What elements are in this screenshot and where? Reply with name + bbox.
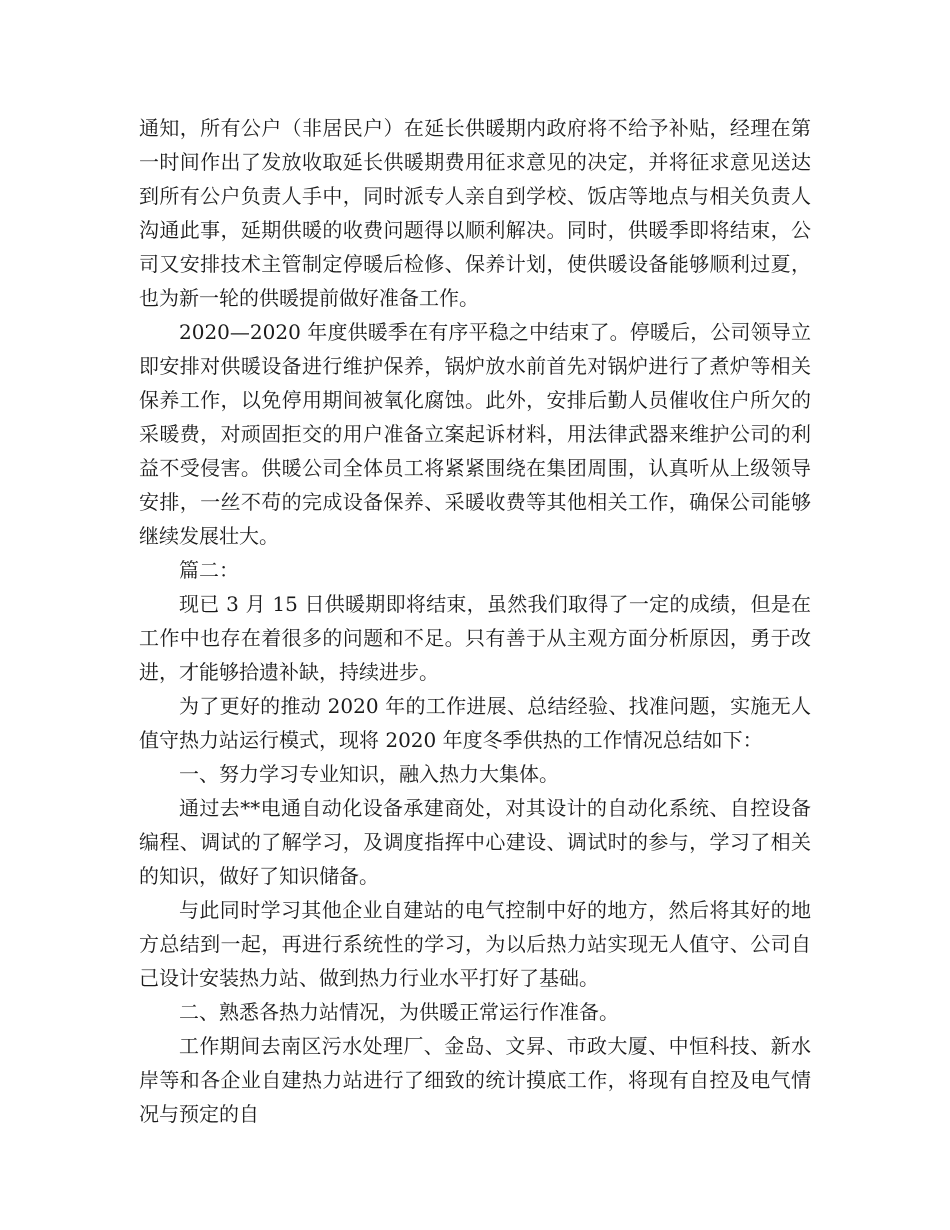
paragraph-intro: 现已 3 月 15 日供暖期即将结束，虽然我们取得了一定的成绩，但是在工作中也存在着很多的问题和不足。只有善于从主观方面分析原因，勇于改进，才能够拾遗补缺，持续进步。 — [139, 592, 811, 684]
paragraph-purpose: 为了更好的推动 2020 年的工作进展、总结经验、找准问题，实施无人值守热力站运行模式，现将 2020 年度冬季供热的工作情况总结如下： — [139, 694, 811, 752]
heading-study-knowledge: 一、努力学习专业知识，融入热力大集体。 — [179, 762, 559, 786]
paragraph-season-end: 2020—2020 年度供暖季在有序平稳之中结束了。停暖后，公司领导立即安排对供暖设备进行维护保养，锅炉放水前首先对锅炉进行了煮炉等相关保养工作，以免停用期间被氧化腐蚀。此外，安排后勤人员催收住户所欠的采暖费，对顽固拒交的用户准备立案起诉材料，用法律武器来维护公司的利益不受侵害。供暖公司全体员工将紧紧围绕在集团周围，认真听从上级领导安排，一丝不苟的完成设备保养、采暖收费等其他相关工作，确保公司能够继续发展壮大。 — [139, 320, 811, 548]
paragraph-automation-study: 通过去**电通自动化设备承建商处，对其设计的自动化系统、自控设备编程、调试的了解学习，及调度指挥中心建设、调试时的参与，学习了相关的知识，做好了知识储备。 — [139, 796, 811, 888]
section-heading-part-two: 篇二： — [179, 558, 239, 582]
paragraph-continuation: 通知，所有公户（非居民户）在延长供暖期内政府将不给予补贴，经理在第一时间作出了发放收取延长供暖期费用征求意见的决定，并将征求意见送达到所有公户负责人手中，同时派专人亲自到学校、饭店等地点与相关负责人沟通此事，延期供暖的收费问题得以顺利解决。同时，供暖季即将结束，公司又安排技术主管制定停暖后检修、保养计划，使供暖设备能够顺利过夏，也为新一轮的供暖提前做好准备工作。 — [139, 116, 811, 310]
heading-station-familiarization: 二、熟悉各热力站情况，为供暖正常运行作准备。 — [179, 1000, 619, 1024]
paragraph-electrical-study: 与此同时学习其他企业自建站的电气控制中好的地方，然后将其好的地方总结到一起，再进行系统性的学习，为以后热力站实现无人值守、公司自己设计安装热力站、做到热力行业水平打好了基础。 — [139, 898, 811, 990]
paragraph-station-survey: 工作期间去南区污水处理厂、金岛、文昇、市政大厦、中恒科技、新水岸等和各企业自建热力站进行了细致的统计摸底工作，将现有自控及电气情况与预定的自 — [139, 1034, 811, 1126]
document-body — [139, 111, 811, 1131]
